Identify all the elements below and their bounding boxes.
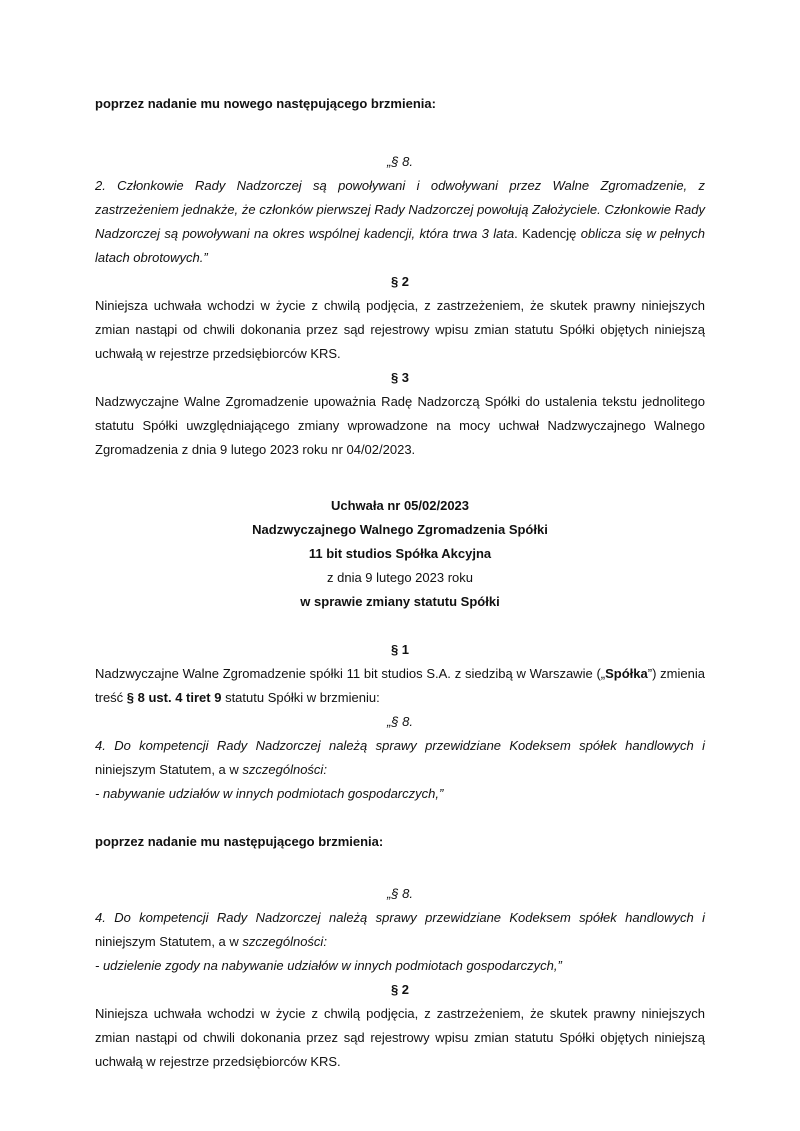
old-quote-heading: „§ 8. (386, 714, 413, 729)
old-quote-item: - nabywanie udziałów w innych podmiotach gospodarczych,” (95, 786, 444, 801)
new-wording-intro: poprzez nadanie mu następującego brzmienia: (95, 834, 384, 849)
section-2-text: Niniejsza uchwała wchodzi w życie z chwilą podjęcia, z zastrzeżeniem, że skutek prawny niniejszych zmian nastąpi od chwili dokonania przez sąd rejestrowy wpisu zmian statutu Spółki objętych niniejszą uchwałą w rejestrze przedsiębiorców KRS. (95, 298, 705, 361)
old-quote-text: 4. Do kompetencji Rady Nadzorczej należą sprawy przewidziane Kodeksem spółek handlowych i niniejszym Statutem, a w szczególności: (95, 738, 705, 777)
resolution-body: Nadzwyczajnego Walnego Zgromadzenia Spółki (252, 522, 548, 537)
resolution-subject: w sprawie zmiany statutu Spółki (300, 594, 500, 609)
resolution-number: Uchwała nr 05/02/2023 (330, 498, 470, 513)
section-2-heading: § 2 (390, 274, 410, 289)
amendment-intro: poprzez nadanie mu nowego następującego brzmienia: (95, 96, 436, 111)
new-quote-heading: „§ 8. (386, 886, 413, 901)
quoted-statute-text: 2. Członkowie Rady Nadzorczej są powoływani i odwoływani przez Walne Zgromadzenie, z zastrzeżeniem jednakże, że członków pierwszej Rady Nadzorczej powołują Założyciele. Członkowie Rady Nadzorczej są powoływani na okres wspólnej kadencji, która trwa 3 lata. Kadencję oblicza się w pełnych latach obrotowych.” (95, 178, 705, 265)
company-name: 11 bit studios Spółka Akcyjna (308, 546, 492, 561)
resolution-section-2-text: Niniejsza uchwała wchodzi w życie z chwilą podjęcia, z zastrzeżeniem, że skutek prawny niniejszych zmian nastąpi od chwili dokonania przez sąd rejestrowy wpisu zmian statutu Spółki objętych niniejszą uchwałą w rejestrze przedsiębiorców KRS. (95, 1006, 705, 1069)
quoted-paragraph-heading: „§ 8. (386, 154, 413, 169)
new-quote-item: - udzielenie zgody na nabywanie udziałów w innych podmiotach gospodarczych,” (95, 958, 562, 973)
document-page (95, 92, 705, 1074)
section-1-heading: § 1 (390, 642, 410, 657)
new-quote-text: 4. Do kompetencji Rady Nadzorczej należą sprawy przewidziane Kodeksem spółek handlowych i niniejszym Statutem, a w szczególności: (95, 910, 705, 949)
section-3-text: Nadzwyczajne Walne Zgromadzenie upoważnia Radę Nadzorczą Spółki do ustalenia tekstu jednolitego statutu Spółki uwzględniającego zmiany wprowadzone na mocy uchwał Nadzwyczajnego Walnego Zgromadzenia z dnia 9 lutego 2023 roku nr 04/02/2023. (95, 394, 705, 457)
resolution-section-2-heading: § 2 (390, 982, 410, 997)
resolution-title (95, 494, 705, 614)
section-3-heading: § 3 (390, 370, 410, 385)
resolution-date: z dnia 9 lutego 2023 roku (327, 570, 473, 585)
section-1-text: Nadzwyczajne Walne Zgromadzenie spółki 11 bit studios S.A. z siedzibą w Warszawie („Spółka”) zmienia treść § 8 ust. 4 tiret 9 statutu Spółki w brzmieniu: (95, 666, 705, 705)
